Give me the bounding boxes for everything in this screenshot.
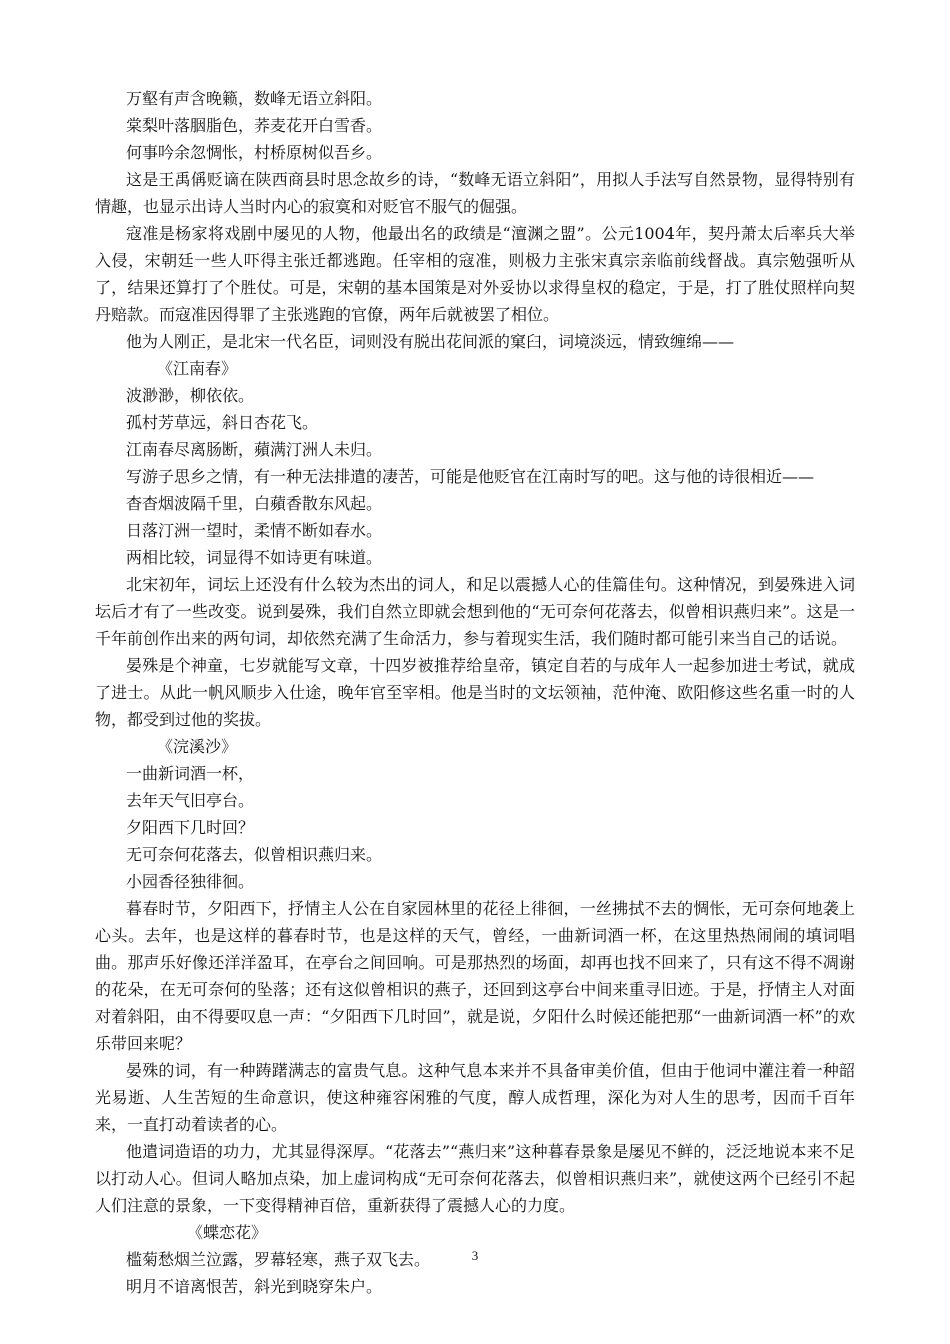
poem-line: 万壑有声含晚籁，数峰无语立斜阳。 [126,89,383,108]
poem-line: 一曲新词酒一杯， [126,764,255,783]
poem-line: 杳杳烟波隔千里，白蘋香散东风起。 [126,494,383,513]
poem-line: 夕阳西下几时回？ [126,818,255,837]
poem-line: 小园香径独徘徊。 [126,872,255,891]
poem-line: 江南春尽离肠断，蘋满汀洲人未归。 [126,440,383,459]
paragraph: 这是王禹偁贬谪在陕西商县时思念故乡的诗，“数峰无语立斜阳”，用拟人手法写自然景物，显得特别有情趣，也显示出诗人当时内心的寂寞和对贬官不服气的倔强。 [95,170,855,216]
paragraph: 两相比较，词显得不如诗更有味道。 [126,548,383,567]
poem-line: 棠梨叶落胭脂色，荞麦花开白雪香。 [126,116,383,135]
paragraph: 暮春时节，夕阳西下，抒情主人公在自家园林里的花径上徘徊，一丝拂拭不去的惆怅，无可奈何地袭上心头。去年，也是这样的暮春时节，也是这样的天气，曾经，一曲新词酒一杯，在这里热热闹闹的填词唱曲。那声乐好像还洋洋盈耳，在亭台之间回响。可是那热烈的场面，却再也找不回来了，只有这不得不凋谢的花朵，在无可奈何的坠落；还有这似曾相识的燕子，还回到这亭台中间来重寻旧迹。于是，抒情主人对面对着斜阳，由不得要叹息一声：“夕阳西下几时回”，就是说，夕阳什么时候还能把那“一曲新词酒一杯”的欢乐带回来呢？ [95,899,855,1053]
poem-line: 明月不谙离恨苦，斜光到晓穿朱户。 [126,1277,383,1296]
paragraph: 他遣词造语的功力，尤其显得深厚。“花落去”“燕归来”这种暮春景象是屡见不鲜的，泛泛地说本来不足以打动人心。但词人略加点染，加上虚词构成“无可奈何花落去，似曾相识燕归来”，就使这两个已经引不起人们注意的景象，一下变得精神百倍，重新获得了震撼人心的力度。 [95,1142,855,1215]
paragraph: 北宋初年，词坛上还没有什么较为杰出的词人，和足以震撼人心的佳篇佳句。这种情况，到晏殊进入词坛后才有了一些改变。说到晏殊，我们自然立即就会想到他的“无可奈何花落去，似曾相识燕归来”。这是一千年前创作出来的两句词，却依然充满了生命活力，参与着现实生活，我们随时都可能引来当自己的话说。 [95,575,855,648]
paragraph: 寇准是杨家将戏剧中屡见的人物，他最出名的政绩是“澶渊之盟”。公元1004年，契丹萧太后率兵大举入侵，宋朝廷一些人吓得主张迁都逃跑。任宰相的寇准，则极力主张宋真宗亲临前线督战。真宗勉强听从了，结果还算打了个胜仗。可是，宋朝的基本国策是对外妥协以求得皇权的稳定，于是，打了胜仗照样向契丹赔款。而寇准因得罪了主张逃跑的官僚，两年后就被罢了相位。 [95,224,855,324]
poem-line: 波渺渺，柳依依。 [126,386,255,405]
poem-line: 孤村芳草远，斜日杏花飞。 [126,413,319,432]
poem-line: 无可奈何花落去，似曾相识燕归来。 [126,845,383,864]
paragraph: 晏殊的词，有一种踌躇满志的富贵气息。这种气息本来并不具备审美价值，但由于他词中灌注着一种韶光易逝、人生苦短的生命意识，使这种雍容闲雅的气度，醇人成哲理，深化为对人生的思考，因而千百年来，一直打动着读者的心。 [95,1061,855,1134]
document-body [95,85,855,1300]
poem-title: 《蝶恋花》 [187,1223,268,1242]
poem-title: 《江南春》 [157,359,238,378]
paragraph: 晏殊是个神童，七岁就能写文章，十四岁被推荐给皇帝，镇定自若的与成年人一起参加进士考试，就成了进士。从此一帆风顺步入仕途，晚年官至宰相。他是当时的文坛领袖，范仲淹、欧阳修这些名重一时的人物，都受到过他的奖拔。 [95,656,855,729]
poem-line: 去年天气旧亭台。 [126,791,255,810]
paragraph: 他为人刚正，是北宋一代名臣，词则没有脱出花间派的窠臼，词境淡远，情致缠绵—— [126,332,735,351]
poem-line: 日落汀洲一望时，柔情不断如春水。 [126,521,383,540]
poem-title: 《浣溪沙》 [157,737,238,756]
poem-line: 何事吟余忽惆怅，村桥原树似吾乡。 [126,143,383,162]
paragraph: 写游子思乡之情，有一种无法排遣的凄苦，可能是他贬官在江南时写的吧。这与他的诗很相近—— [126,467,815,486]
poem-line: 槛菊愁烟兰泣露，罗幕轻寒，燕子双飞去。 [126,1250,431,1269]
page-number: 3 [471,1248,479,1263]
